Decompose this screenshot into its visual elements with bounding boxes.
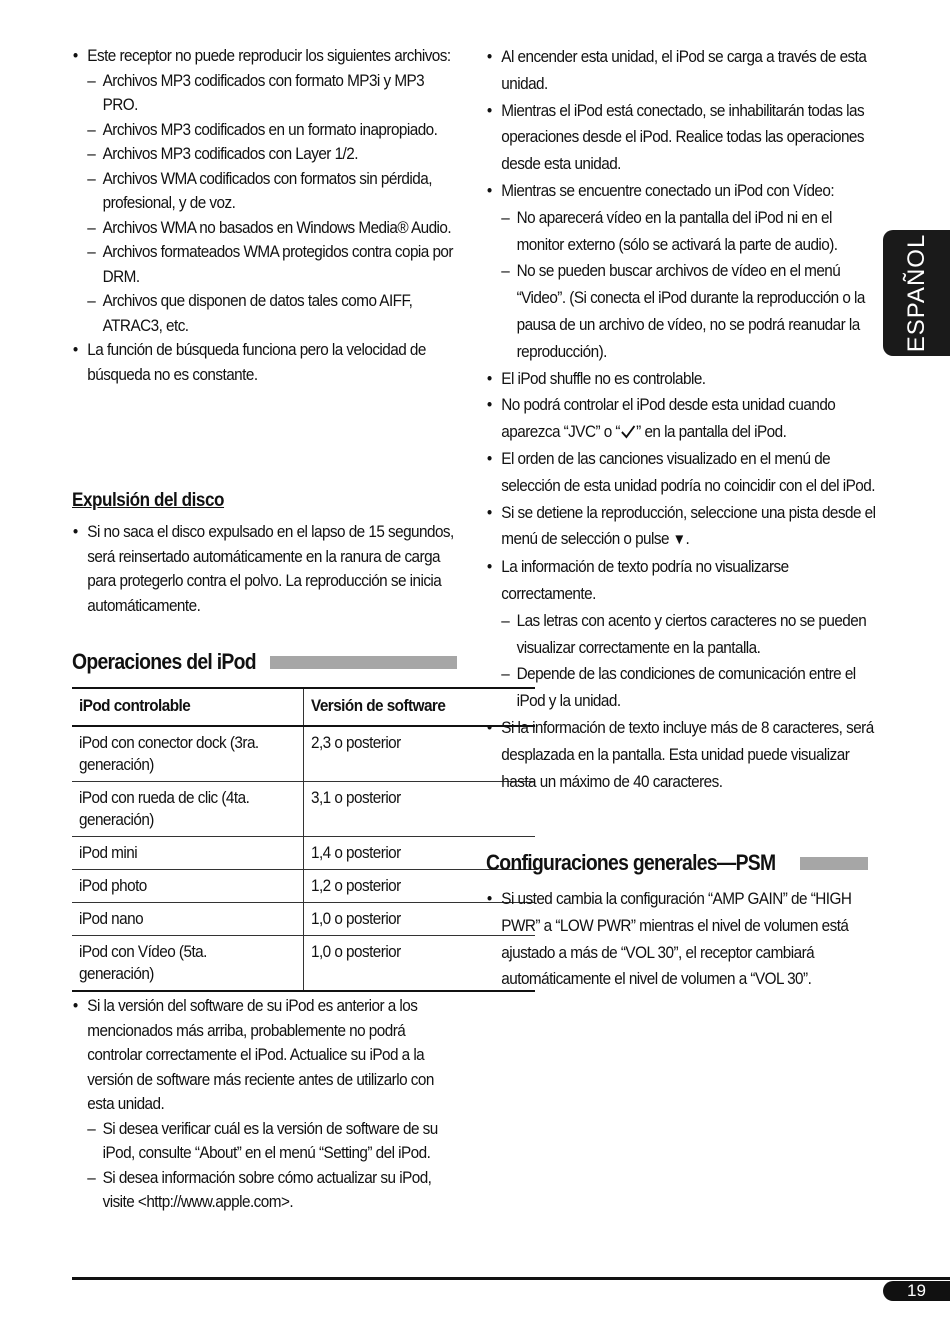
table-row bbox=[72, 782, 535, 837]
sub-item: – Archivos MP3 codificados con Layer 1/2. bbox=[87, 142, 459, 167]
checkmark-icon bbox=[620, 421, 636, 435]
sub-item: – Las letras con acento y ciertos caracteres no se pueden visualizar correctamente en la pantalla. bbox=[501, 608, 878, 662]
table-row bbox=[72, 870, 535, 903]
list-item bbox=[72, 994, 459, 1215]
sub-item: – Depende de las condiciones de comunicación entre el iPod y la unidad. bbox=[501, 661, 878, 715]
ipod-notes-list bbox=[486, 44, 878, 795]
eject-section bbox=[72, 490, 457, 618]
table-cell: iPod con Vídeo (5ta. generación) bbox=[79, 942, 207, 983]
psm-heading: Configuraciones generales—PSM bbox=[486, 850, 776, 875]
bullet-text-b: . bbox=[685, 529, 690, 549]
bullet-text-a: No podrá controlar el iPod desde esta unidad cuando aparezca “JVC” o “ bbox=[501, 395, 836, 442]
table-cell: iPod con rueda de clic (4ta. generación) bbox=[79, 788, 250, 829]
list-item bbox=[486, 178, 878, 366]
table-row bbox=[72, 726, 535, 782]
sub-item: – No se pueden buscar archivos de vídeo en el menú “Video”. (Si conecta el iPod durante la reproducción o la pausa de un archivo de vídeo, no se podrá reanudar la reproducción). bbox=[501, 258, 878, 365]
sub-item: – Archivos que disponen de datos tales como AIFF, ATRAC3, etc. bbox=[87, 289, 459, 338]
table-cell: 3,1 o posterior bbox=[311, 788, 401, 807]
sub-item: – Archivos formateados WMA protegidos contra copia por DRM. bbox=[87, 240, 459, 289]
psm-heading-row bbox=[486, 850, 868, 876]
page-number: 19 bbox=[883, 1281, 950, 1301]
table-cell: 1,2 o posterior bbox=[311, 876, 401, 895]
list-item: • El iPod shuffle no es controlable. bbox=[486, 366, 878, 393]
list-item: • El orden de las canciones visualizado en el menú de selección de esta unidad podría no coincidir con el del iPod. bbox=[486, 446, 878, 500]
bullet-text: Este receptor no puede reproducir los siguientes archivos: bbox=[87, 46, 451, 65]
list-item: • Mientras el iPod está conectado, se inhabilitarán todas las operaciones desde el iPod. Realice todas las operaciones desde esta unidad. bbox=[486, 98, 878, 178]
ipod-heading-row bbox=[72, 649, 457, 675]
sub-item: – No aparecerá vídeo en la pantalla del iPod ni en el monitor externo (sólo se activará la parte de audio). bbox=[501, 205, 878, 259]
language-tab-label: ESPAÑOL bbox=[902, 233, 930, 353]
bullet-text: Mientras se encuentre conectado un iPod con Vídeo: bbox=[501, 180, 835, 200]
list-item bbox=[72, 44, 459, 338]
footer-rule bbox=[72, 1277, 950, 1280]
down-triangle-icon: ▼ bbox=[672, 531, 686, 549]
list-item: • Al encender esta unidad, el iPod se carga a través de esta unidad. bbox=[486, 44, 878, 98]
column-header: iPod controlable bbox=[79, 696, 191, 715]
list-item bbox=[486, 500, 878, 555]
table-cell: 2,3 o posterior bbox=[311, 733, 401, 752]
table-cell: 1,0 o posterior bbox=[311, 942, 401, 961]
table-row bbox=[72, 837, 535, 870]
table-cell: iPod nano bbox=[79, 909, 144, 928]
file-restrictions-list bbox=[72, 44, 457, 387]
column-header: Versión de software bbox=[311, 696, 446, 715]
ipod-section bbox=[72, 649, 457, 992]
ipod-heading: Operaciones del iPod bbox=[72, 649, 256, 674]
bullet-text-b: ” en la pantalla del iPod. bbox=[636, 422, 787, 442]
sub-item: – Si desea verificar cuál es la versión de software de su iPod, consulte “About” en el menú “Setting” del iPod. bbox=[87, 1117, 459, 1166]
bullet-text: Si la versión del software de su iPod es anterior a los mencionados más arriba, probablemente no podrá controlar correctamente el iPod. Actualice su iPod a la versión de software más reciente antes de utilizarlo con esta unidad. bbox=[87, 996, 434, 1113]
heading-bar bbox=[800, 857, 868, 870]
table-row bbox=[72, 903, 535, 936]
eject-heading: Expulsión del disco bbox=[72, 490, 225, 511]
table-cell: 1,4 o posterior bbox=[311, 843, 401, 862]
table-header-row bbox=[72, 688, 535, 726]
table-cell: iPod photo bbox=[79, 876, 147, 895]
table-cell: 1,0 o posterior bbox=[311, 909, 401, 928]
list-item bbox=[486, 392, 878, 446]
sub-item: – Archivos MP3 codificados en un formato inapropiado. bbox=[87, 118, 459, 143]
list-item: • Si usted cambia la configuración “AMP GAIN” de “HIGH PWR” a “LOW PWR” mientras el nivel de volumen está ajustado a más de “VOL 30”, el receptor cambiará automáticamente el nivel de volumen a “VOL 30”. bbox=[486, 886, 873, 993]
right-column bbox=[486, 44, 878, 989]
ipod-compat-table bbox=[72, 687, 535, 992]
list-item: • Si la información de texto incluye más de 8 caracteres, será desplazada en la pantalla. Esta unidad puede visualizar hasta un máximo de 40 caracteres. bbox=[486, 715, 878, 795]
language-tab bbox=[883, 230, 950, 356]
table-row bbox=[72, 936, 535, 992]
list-item bbox=[486, 554, 878, 715]
table-cell: iPod mini bbox=[79, 843, 138, 862]
bullet-text-a: Si se detiene la reproducción, seleccione una pista desde el menú de selección o pulse bbox=[501, 502, 876, 549]
heading-bar bbox=[270, 656, 457, 669]
left-column bbox=[72, 44, 457, 1211]
software-version-notes bbox=[72, 994, 457, 1215]
list-item: • La función de búsqueda funciona pero la velocidad de búsqueda no es constante. bbox=[72, 338, 459, 387]
psm-section bbox=[486, 850, 868, 993]
sub-item: – Archivos MP3 codificados con formato MP3i y MP3 PRO. bbox=[87, 69, 459, 118]
table-cell: iPod con conector dock (3ra. generación) bbox=[79, 733, 259, 774]
sub-item: – Si desea información sobre cómo actualizar su iPod, visite <http://www.apple.com>. bbox=[87, 1166, 459, 1215]
sub-item: – Archivos WMA no basados en Windows Media® Audio. bbox=[87, 216, 459, 241]
list-item: • Si no saca el disco expulsado en el lapso de 15 segundos, será reinsertado automáticamente en la ranura de carga para protegerlo contra el polvo. La reproducción se inicia automáticamente. bbox=[72, 520, 459, 618]
sub-item: – Archivos WMA codificados con formatos sin pérdida, profesional, y de voz. bbox=[87, 167, 459, 216]
bullet-text: La información de texto podría no visualizarse correctamente. bbox=[501, 557, 789, 603]
